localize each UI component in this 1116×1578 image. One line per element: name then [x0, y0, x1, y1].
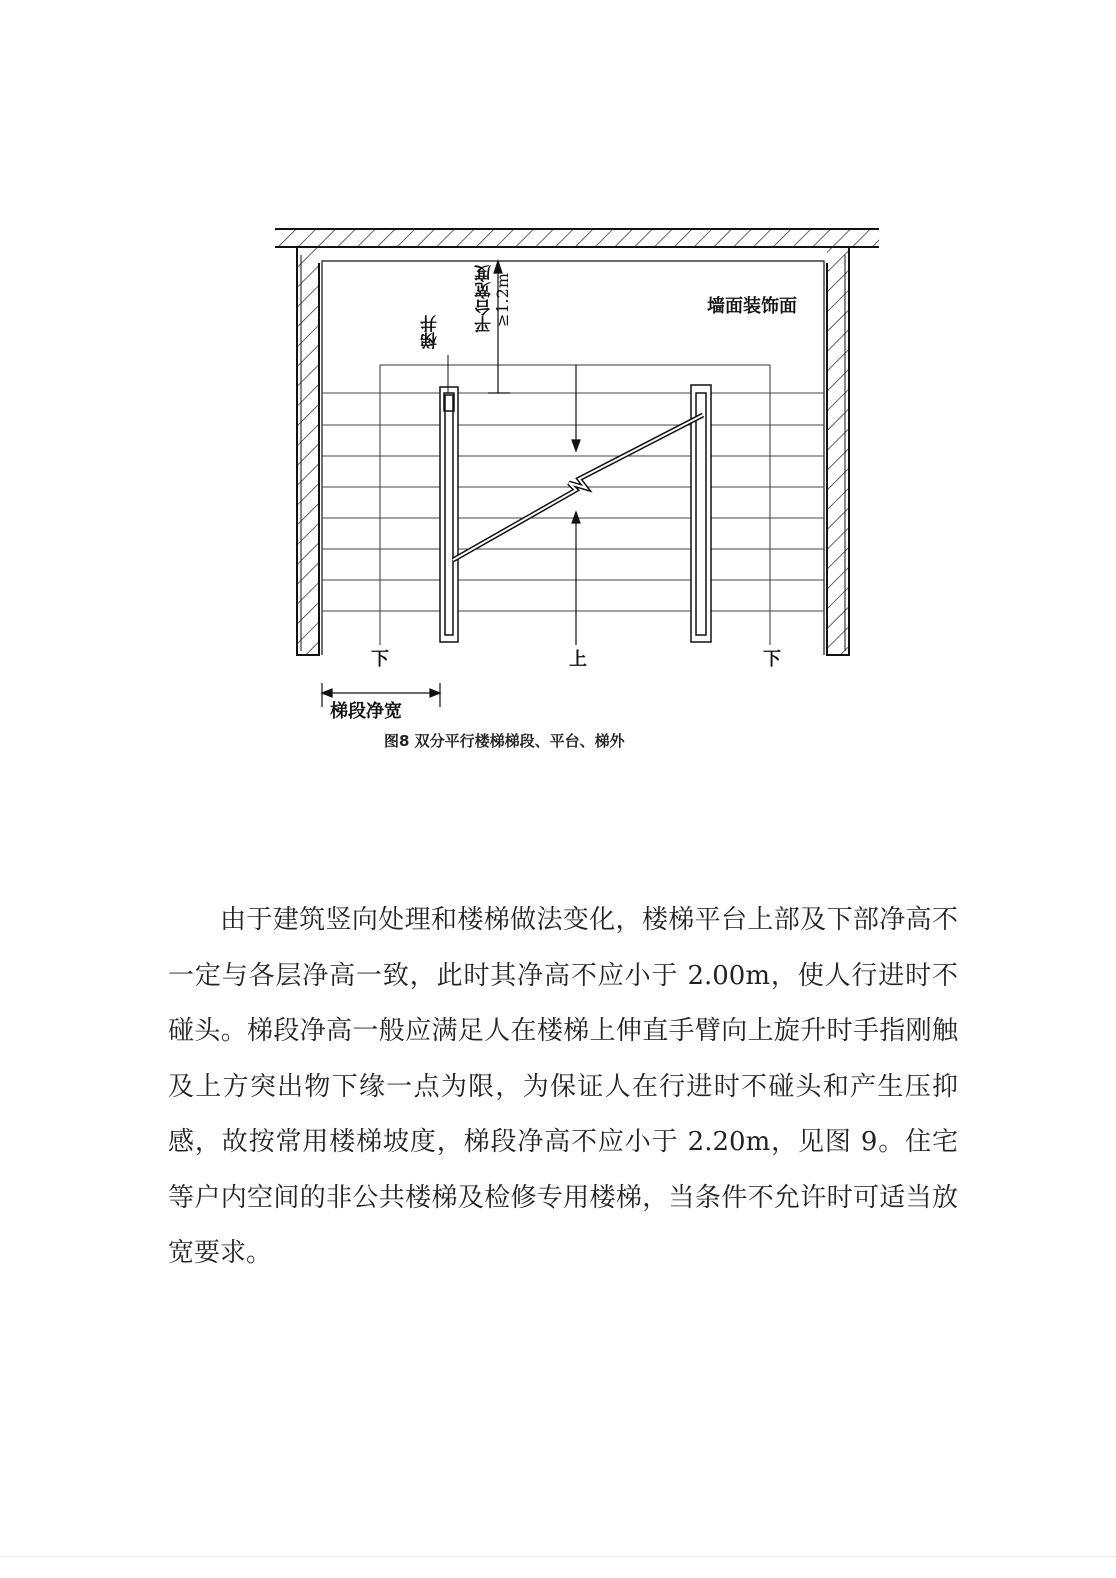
wall-finish-label: 墙面装饰面	[705, 292, 799, 318]
left-wall	[275, 247, 319, 655]
stair-plan-figure	[270, 215, 890, 725]
center-dimension	[572, 365, 580, 645]
down-right-label: 下	[763, 649, 781, 670]
down-left-label: 下	[371, 649, 389, 670]
landing-width-value: ≥1.2m	[493, 273, 512, 328]
flight-net-width-label: 梯段净宽	[330, 701, 402, 722]
right-wall	[827, 247, 879, 655]
stair-well-label: 梯井	[421, 315, 441, 349]
wall-finish-line	[322, 261, 824, 655]
bottom-rule	[0, 1556, 1116, 1557]
stair-treads	[322, 393, 824, 611]
figure-caption: 图8 双分平行楼梯梯段、平台、梯外	[384, 732, 625, 750]
body-text	[168, 893, 958, 1282]
up-label: 上	[569, 649, 587, 670]
body-paragraph: 由于建筑竖向处理和楼梯做法变化，楼梯平台上部及下部净高不一定与各层净高一致，此时其净高不应小于 2.00m，使人行进时不碰头。梯段净高一般应满足人在楼梯上伸直手臂向上旋升时手指刚触及上方突出物下缘一点为限，为保证人在行进时不碰头和产生压抑感，故按常用楼梯坡度，梯段净高不应小于 2.20m，见图 9。住宅等户内空间的非公共楼梯及检修专用楼梯，当条件不允许时可适当放宽要求。	[168, 905, 958, 1268]
right-stair-well	[691, 385, 711, 642]
landing-width-label: 平台宽度	[475, 265, 495, 333]
top-wall	[275, 229, 879, 247]
left-stair-well	[440, 387, 458, 642]
